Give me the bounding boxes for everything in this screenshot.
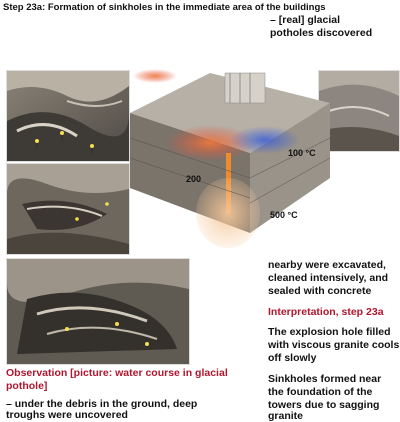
excavated-line3: sealed with concrete — [268, 285, 372, 297]
observation-line1: Observation [picture: water course in glacial — [6, 367, 228, 379]
photo-water-course — [6, 163, 130, 255]
temp-label-100: 100 °C — [288, 148, 316, 158]
troughs-line1: – under the debris in the ground, deep — [6, 398, 198, 410]
interp-p1-line1: The explosion hole filled — [268, 326, 391, 338]
sinkhole-block-diagram — [130, 58, 330, 258]
interp-p2-line3: towers due to sagging — [268, 399, 380, 411]
interp-p1-line2: with viscous granite cools — [268, 339, 400, 351]
interp-p2-line4: granite — [268, 410, 304, 422]
excavated-line1: nearby were excavated, — [268, 259, 386, 271]
temp-label-500: 500 °C — [270, 210, 298, 220]
photo-excavation-workers — [6, 70, 130, 162]
photo-deep-troughs — [6, 258, 190, 365]
interpretation-heading: Interpretation, step 23a — [268, 306, 384, 318]
pothole-note-line2: potholes discovered — [270, 27, 373, 39]
interp-p2-line2: the foundation of the — [268, 386, 373, 398]
interp-p2-line1: Sinkholes formed near — [268, 373, 382, 385]
pothole-note-line1: – [real] glacial — [270, 14, 341, 26]
observation-line2: pothole] — [6, 380, 48, 392]
interp-p1-line3: off slowly — [268, 352, 317, 364]
temp-label-200: 200 — [186, 174, 202, 184]
photo-granite-surface — [318, 70, 400, 152]
page-title: Step 23a: Formation of sinkholes in the immediate area of the buildings — [3, 2, 326, 13]
excavated-line2: cleaned intensively, and — [268, 272, 389, 284]
troughs-line2: troughs were uncovered — [6, 409, 128, 421]
